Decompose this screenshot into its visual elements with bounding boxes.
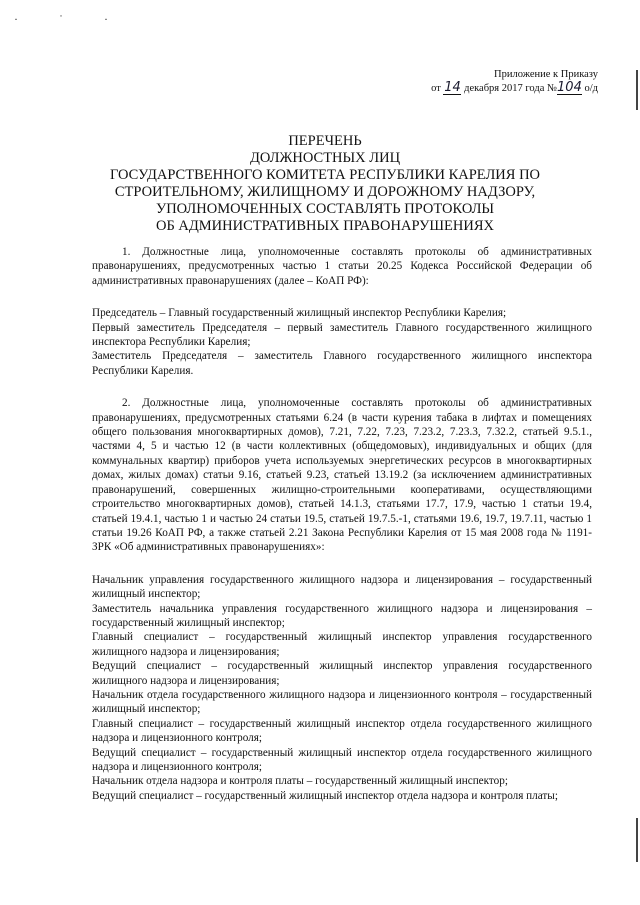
appendix-number-handwritten: 104 bbox=[557, 80, 582, 95]
section-1-item: Председатель – Главный государственный жилищный инспектор Республики Карелия; bbox=[92, 307, 507, 320]
appendix-line-1: Приложение к Приказу bbox=[494, 69, 598, 80]
scan-edge-mark bbox=[636, 818, 638, 862]
section-1-intro: 1. Должностные лица, уполномоченные составлять протоколы об административных правонарушениях, предусмотренных частью 1 статьи 20.25 Кодекса Российской Федерации об административных правонарушениях (далее – КоАП РФ): bbox=[92, 246, 592, 287]
section-2-item: Начальник управления государственного жилищного надзора и лицензирования – государственный жилищный инспектор; bbox=[92, 573, 592, 601]
section-2-intro: 2. Должностные лица, уполномоченные составлять протоколы об административных правонарушениях, предусмотренных статьями 6.24 (в части курения табака в лифтах и помещениях общего пользования многоквартирных домов), 7.21, 7.22, 7.23, 7.23.2, 7.23.3, 7.32.2, статьей 9.5.1., частями 4, 5 и частью 12 (в части коллективных (общедомовых), индивидуальных и общих (для коммунальных квартир) приборов учета используемых энергетических ресурсов в многоквартирных домах, жилых домах) статьи 9.16, статьей 9.23, статьей 13.19.2 (за исключением административных правонарушений, совершенных жилищно-строительными кооперативами, осуществляющими строительство многоквартирных домов), статьей 14.1.3, статьями 17.7, 17.9, частью 1 статьи 19.4, статьей 19.4.1, частью 1 и частью 24 статьи 19.5, статьей 19.7.5.-1, статьями 19.6, 19.7, 19.7.11, частью 1 статьи 19.26 КоАП РФ, а также статьей 2.21 Закона Республики Карелия от 15 мая 2008 года № 1191-ЗРК «Об административных правонарушениях»: bbox=[92, 397, 592, 554]
scan-marks: · ˙ · bbox=[14, 12, 116, 26]
section-1-item: Первый заместитель Председателя – первый заместитель Главного государственного жилищного инспектора Республики Карелия; bbox=[92, 321, 592, 349]
appendix-line-2 bbox=[378, 82, 598, 96]
section-2-item: Главный специалист – государственный жилищный инспектор управления государственного жилищного надзора и лицензирования; bbox=[92, 631, 592, 658]
section-2-item: Ведущий специалист – государственный жилищный инспектор управления государственного жилищного надзора и лицензирования; bbox=[92, 660, 592, 687]
section-2-item: Ведущий специалист – государственный жилищный инспектор отдела надзора и контроля платы; bbox=[92, 789, 558, 802]
appendix-month-year: декабря 2017 года № bbox=[464, 83, 558, 94]
title-line: ПЕРЕЧЕНЬ bbox=[288, 133, 362, 149]
title-line: ДОЛЖНОСТНЫХ ЛИЦ bbox=[249, 150, 401, 166]
section-2-item: Главный специалист – государственный жилищный инспектор отдела государственного жилищного надзора и лицензионного контроля; bbox=[92, 717, 592, 745]
section-2-item: Заместитель начальника управления государственного жилищного надзора и лицензирования – государственный жилищный инспектор; bbox=[92, 602, 592, 629]
scan-edge-mark bbox=[636, 70, 638, 110]
appendix-suffix: о/д bbox=[584, 83, 598, 94]
appendix-from: от bbox=[431, 83, 441, 94]
document-title bbox=[110, 133, 540, 235]
section-2-item: Начальник отдела государственного жилищного надзора и лицензионного контроля – государственный жилищный инспектор; bbox=[92, 688, 592, 716]
document-body bbox=[92, 245, 592, 803]
title-line: ГОСУДАРСТВЕННОГО КОМИТЕТА РЕСПУБЛИКИ КАРЕЛИЯ ПО bbox=[110, 167, 541, 183]
appendix-reference bbox=[378, 68, 598, 96]
title-line: УПОЛНОМОЧЕННЫХ СОСТАВЛЯТЬ ПРОТОКОЛЫ bbox=[155, 201, 495, 217]
section-1-item: Заместитель Председателя – заместитель Главного государственного жилищного инспектора Республики Карелия. bbox=[92, 350, 592, 377]
section-2-item: Начальник отдела надзора и контроля платы – государственный жилищный инспектор; bbox=[92, 775, 508, 788]
appendix-day-handwritten: 14 bbox=[444, 80, 461, 95]
title-line: СТРОИТЕЛЬНОМУ, ЖИЛИЩНОМУ И ДОРОЖНОМУ НАДЗОРУ, bbox=[114, 184, 536, 200]
title-line: ОБ АДМИНИСТРАТИВНЫХ ПРАВОНАРУШЕНИЯХ bbox=[155, 218, 495, 234]
section-2-item: Ведущий специалист – государственный жилищный инспектор отдела государственного жилищного надзора и лицензионного контроля; bbox=[92, 746, 592, 773]
